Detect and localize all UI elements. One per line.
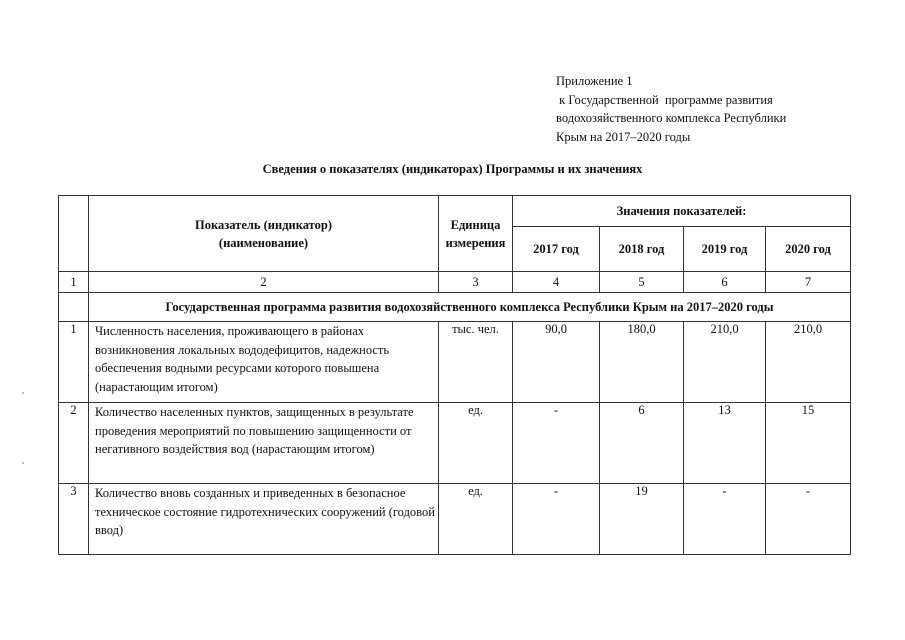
section-row bbox=[59, 293, 851, 322]
appendix-line-3: водохозяйственного комплекса Республики bbox=[556, 111, 787, 125]
column-number: 5 bbox=[600, 272, 684, 293]
header-indicator-line2: (наименование) bbox=[218, 235, 309, 250]
value-2019: - bbox=[684, 484, 766, 555]
header-indicator bbox=[89, 196, 439, 272]
indicator-name: Количество вновь созданных и приведенных в безопасное техническое состояние гидротехнических сооружений (годовой ввод) bbox=[89, 484, 439, 555]
table-row bbox=[59, 484, 851, 555]
column-number: 4 bbox=[513, 272, 600, 293]
header-year-2017: 2017 год bbox=[513, 227, 600, 272]
scan-artifact bbox=[22, 392, 24, 394]
indicator-name: Численность населения, проживающего в районах возникновения локальных вододефицитов, надежность обеспечения водными ресурсами которого повышена (нарастающим итогом) bbox=[89, 322, 439, 403]
value-2018: 6 bbox=[600, 403, 684, 484]
column-number: 1 bbox=[59, 272, 89, 293]
value-2017: 90,0 bbox=[513, 322, 600, 403]
table-row bbox=[59, 403, 851, 484]
column-number-row bbox=[59, 272, 851, 293]
header-row-1 bbox=[59, 196, 851, 227]
column-number: 2 bbox=[89, 272, 439, 293]
section-num-cell bbox=[59, 293, 89, 322]
appendix-line-4: Крым на 2017–2020 годы bbox=[556, 129, 691, 144]
indicator-unit: ед. bbox=[439, 484, 513, 555]
value-2017: - bbox=[513, 403, 600, 484]
header-year-2019: 2019 год bbox=[684, 227, 766, 272]
column-number: 6 bbox=[684, 272, 766, 293]
indicator-name: Количество населенных пунктов, защищенных в результате проведения мероприятий по повышению защищенности от негативного воздействия вод (нарастающим итогом) bbox=[89, 403, 439, 484]
value-2019: 210,0 bbox=[684, 322, 766, 403]
value-2017: - bbox=[513, 484, 600, 555]
indicator-unit: тыс. чел. bbox=[439, 322, 513, 403]
header-unit-line2: измерения bbox=[445, 235, 506, 250]
value-2020: - bbox=[766, 484, 851, 555]
row-number: 3 bbox=[59, 484, 89, 555]
header-unit bbox=[439, 196, 513, 272]
column-number: 7 bbox=[766, 272, 851, 293]
header-unit-line1: Единица bbox=[450, 217, 501, 232]
column-number: 3 bbox=[439, 272, 513, 293]
header-indicator-line1: Показатель (индикатор) bbox=[195, 217, 332, 232]
row-number: 1 bbox=[59, 322, 89, 403]
header-num-cell bbox=[59, 196, 89, 272]
section-title: Государственная программа развития водохозяйственного комплекса Республики Крым на 2017–2020 годы bbox=[89, 293, 851, 322]
header-values-group: Значения показателей: bbox=[513, 196, 851, 227]
appendix-note bbox=[556, 72, 856, 146]
indicators-table bbox=[58, 195, 851, 555]
row-number: 2 bbox=[59, 403, 89, 484]
header-year-2018: 2018 год bbox=[600, 227, 684, 272]
value-2018: 19 bbox=[600, 484, 684, 555]
indicator-unit: ед. bbox=[439, 403, 513, 484]
value-2020: 210,0 bbox=[766, 322, 851, 403]
value-2020: 15 bbox=[766, 403, 851, 484]
value-2019: 13 bbox=[684, 403, 766, 484]
appendix-line-1: Приложение 1 bbox=[556, 74, 633, 88]
scan-artifact bbox=[22, 462, 24, 464]
header-year-2020: 2020 год bbox=[766, 227, 851, 272]
document-title: Сведения о показателях (индикаторах) Программы и их значениях bbox=[262, 162, 643, 176]
appendix-line-2: к Государственной программе развития bbox=[556, 92, 773, 107]
value-2018: 180,0 bbox=[600, 322, 684, 403]
table-row bbox=[59, 322, 851, 403]
